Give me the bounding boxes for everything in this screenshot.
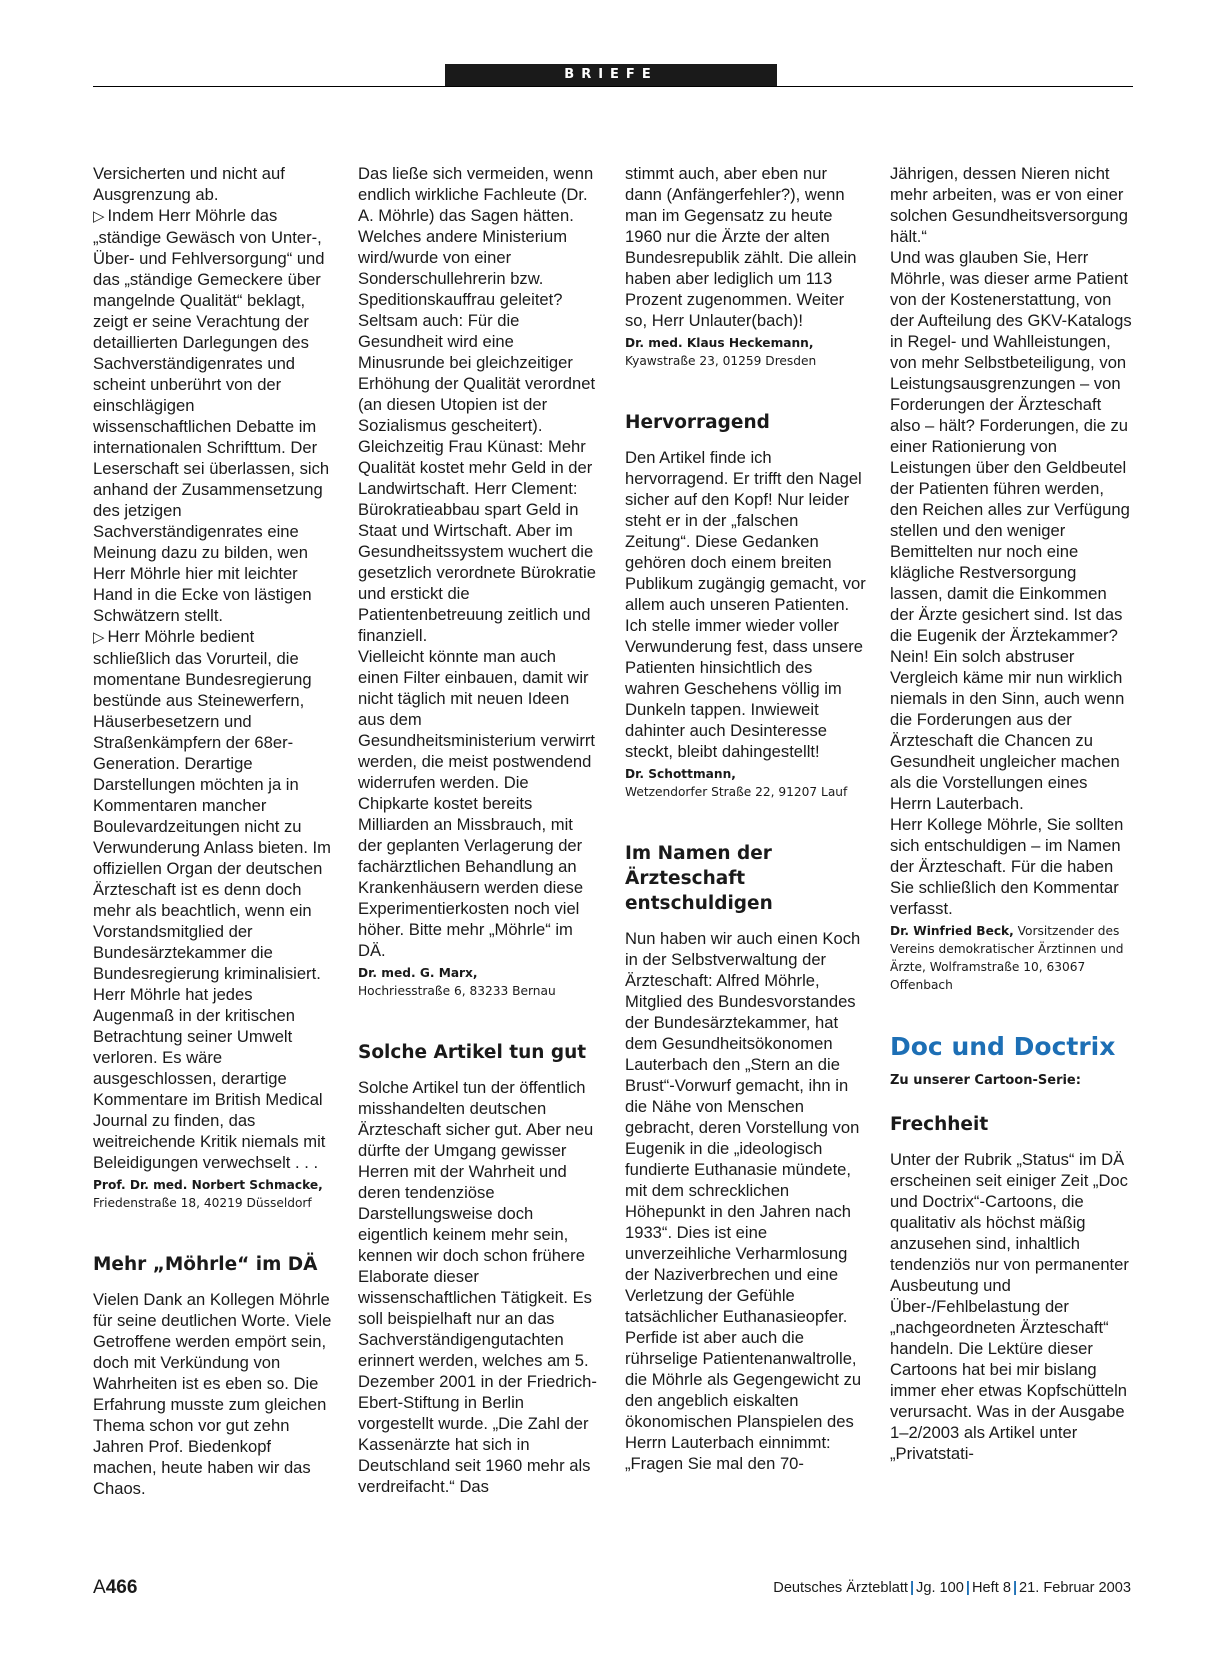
paragraph: Das ließe sich vermeiden, wenn endlich wirkliche Fachleute (Dr. A. Möhrle) das Sagen hätten. Welches andere Ministerium wird/wurde von einer Sonderschullehrerin bzw. Speditionskauffrau geleitet? [358,164,594,309]
signature: Dr. med. Klaus Heckemann, Kyawstraße 23, 01259 Dresden [625,336,817,368]
paragraph: ▷ Indem Herr Möhrle das „ständige Gewäsch von Unter-, Über- und Fehlversorgung“ und das „ständige Gemeckere über mangelnde Qualität“ beklagt, zeigt er seine Verachtung der detaillierten Darlegungen des Sachverständigenrates und scheint unberührt von der einschlägigen wissenschaftlichen Debatte im internationalen Schrifttum. Der Leserschaft sei überlassen, sich anhand der Zusammensetzung des jetzigen Sachverständigenrates eine Meinung dazu zu bilden, wen Herr Möhrle hier mit leichter Hand in die Ecke von lästigen Schwätzern stellt. [93,206,330,625]
column-3 [625,163,867,1474]
paragraph: Den Artikel finde ich hervorragend. Er trifft den Nagel sicher auf den Kopf! Nur leider steht er in der „falschen Zeitung“. Diese Gedanken gehören doch einem breiten Publikum zugängig gemacht, vor allem auch unseren Patienten. Ich stelle immer wieder voller Verwunderung fest, dass unsere Patienten hinsichtlich des wahren Geschehens völlig im Dunkeln tappen. Inwieweit dahinter auch Desinteresse steckt, bleibt dahingestellt! [625,448,866,761]
header-rule [93,86,1133,87]
section-label: BRIEFE [445,64,777,86]
paragraph: Herr Möhrle hat jedes Augenmaß in der kritischen Betrachtung seiner Umwelt verloren. Es wäre ausgeschlossen, derartige Kommentare im British Medical Journal zu finden, das weitreichende Kritik niemals mit Beleidigungen verwechselt . . . [93,985,326,1172]
paragraph: Jährigen, dessen Nieren nicht mehr arbeiten, was er von einer solchen Gesundheitsversorgung hält.“ [890,164,1128,246]
date: 21. Februar 2003 [1019,1580,1131,1596]
journal-name: Deutsches Ärzteblatt [773,1580,908,1596]
headline-frechheit: Frechheit [890,1114,989,1135]
column-2 [358,163,600,1497]
headline-solche-artikel: Solche Artikel tun gut [358,1042,587,1063]
triangle-bullet-icon: ▷ [93,208,105,225]
signature: Dr. Winfried Beck, Vorsitzender des Vereins demokratischer Ärztinnen und Ärzte, Wolframstraße 10, 63067 Offenbach [890,924,1124,992]
signature: Dr. Schottmann, Wetzendorfer Straße 22, 91207 Lauf [625,767,848,799]
paragraph: Herr Kollege Möhrle, Sie sollten sich entschuldigen – im Namen der Ärzteschaft. Für die haben Sie schließlich den Kommentar verfasst. [890,815,1124,918]
page-number: A466 [93,1577,138,1598]
headline-im-namen: Im Namen der Ärzteschaft entschuldigen [625,843,773,914]
triangle-bullet-icon: ▷ [93,629,105,646]
paragraph: Vielen Dank an Kollegen Möhrle für seine deutlichen Worte. Viele Getroffene werden empört sein, doch mit Verkündung von Wahrheiten ist es eben so. Die Erfahrung musste zum gleichen Thema schon vor gut zehn Jahren Prof. Biedenkopf machen, heute haben wir das Chaos. [93,1290,332,1498]
issue: Heft 8 [972,1580,1011,1596]
paragraph: Vielleicht könnte man auch einen Filter einbauen, damit wir nicht täglich mit neuen Ideen aus dem Gesundheitsministerium verwirrt werden, die meist postwendend widerrufen werden. Die Chipkarte kostet bereits Milliarden an Missbrauch, mit der geplanten Verlagerung der fachärztlichen Behandlung an Krankenhäusern werden diese Experimentierkosten noch viel höher. Bitte mehr „Möhrle“ im DÄ. [358,647,595,960]
paragraph: Und was glauben Sie, Herr Möhrle, was dieser arme Patient von der Kostenerstattung, von der Aufteilung des GKV-Katalogs in Regel- und Wahlleistungen, von mehr Selbstbeteiligung, von Leistungsausgrenzungen – von Forderungen der Ärzteschaft also – hält? Forderungen, die zu einer Rationierung von Leistungen über den Geldbeutel der Patienten führen werden, den Reichen alles zur Verfügung stellen und den weniger Bemittelten nur noch eine klägliche Restversorgung lassen, damit die Einkommen der Ärzte gesichert sind. Ist das die Eugenik der Ärztekammer? Nein! Ein solch abstruser Vergleich käme mir nun wirklich niemals in den Sinn, auch wenn die Forderungen aus der Ärzteschaft die Chancen zu Gesundheit ungleicher machen als die Vorstellungen eines Herrn Lauterbach. [890,248,1132,813]
column-4 [890,163,1132,1464]
paragraph: Unter der Rubrik „Status“ im DÄ erscheinen seit einiger Zeit „Doc und Doctrix“-Cartoons, die qualitativ als höchst mäßig anzusehen sind, inhaltlich tendenziös nur von permanenter Ausbeutung und Über-/Fehlbelastung der „nachgeordneten Ärzteschaft“ handeln. Die Lektüre dieser Cartoons hat bei mir bislang immer eher etwas Kopfschütteln verursacht. Was in der Ausgabe 1–2/2003 als Artikel unter „Privatstati- [890,1150,1129,1463]
separator: | [965,1580,970,1596]
masthead [773,1578,1131,1598]
paragraph: Seltsam auch: Für die Gesundheit wird eine Minusrunde bei gleichzeitiger Erhöhung der Qualität verordnet (an diesen Utopien ist der Sozialismus gescheitert). Gleichzeitig Frau Künast: Mehr Qualität kostet mehr Geld in der Landwirtschaft. Herr Clement: Bürokratieabbau spart Geld in Staat und Wirtschaft. Aber im Gesundheitssystem wuchert die gesetzlich verordnete Bürokratie und erstickt die Patientenbetreuung zeitlich und finanziell. [358,311,596,645]
paragraph: stimmt auch, aber eben nur dann (Anfängerfehler?), wenn man im Gegensatz zu heute 1960 nur die Ärzte der alten Bundesrepublik zählt. Die allein haben aber lediglich um 113 Prozent zugenommen. Weiter so, Herr Unlauter(bach)! [625,164,857,330]
volume: Jg. 100 [916,1580,964,1596]
subheadline: Zu unserer Cartoon-Serie: [890,1073,1081,1088]
separator: | [909,1580,915,1596]
headline-mehr-moehrle: Mehr „Möhrle“ im DÄ [93,1254,318,1275]
paragraph: Versicherten und nicht auf Ausgrenzung ab. [93,164,285,204]
paragraph: Nun haben wir auch einen Koch in der Selbstverwaltung der Ärzteschaft: Alfred Möhrle, Mitglied des Bundesvorstandes der Bundesärztekammer, hat dem Gesundheitsökonomen Lauterbach den „Stern an die Brust“-Vorwurf gemacht, ihn in die Nähe von Menschen gebracht, deren Vorstellung von Eugenik in die „ideologisch fundierte Euthanasie mündete, mit dem schrecklichen Höhepunkt in den Jahren nach 1933“. Dies ist eine unverzeihliche Verharmlosung der Naziverbrechen und eine Verletzung der Gefühle tatsächlicher Euthanasieopfer. Perfide ist aber auch die rührselige Patientenanwaltrolle, die Möhrle als Gegengewicht zu den angeblich eiskalten ökonomischen Planspielen des Herrn Lauterbach einnimmt: „Fragen Sie mal den 70- [625,929,862,1473]
separator: | [1012,1580,1018,1596]
signature: Dr. med. G. Marx, Hochriesstraße 6, 83233 Bernau [358,966,556,998]
signature: Prof. Dr. med. Norbert Schmacke, Friedenstraße 18, 40219 Düsseldorf [93,1178,323,1210]
column-1 [93,163,335,1499]
paragraph: Solche Artikel tun der öffentlich misshandelten deutschen Ärzteschaft sicher gut. Aber neu dürfte der Umgang gewisser Herren mit der Wahrheit und deren tendenziöse Darstellungsweise doch eigentlich keinem mehr sein, kennen wir doch schon frühere Elaborate dieser wissenschaftlichen Tätigkeit. Es soll beispielhaft nur an das Sachverständigengutachten erinnert werden, welches am 5. Dezember 2001 in der Friedrich-Ebert-Stiftung in Berlin vorgestellt wurde. „Die Zahl der Kassenärzte hat sich in Deutschland seit 1960 mehr als verdreifacht.“ Das [358,1078,597,1496]
headline-doc-und-doctrix: Doc und Doctrix [890,1032,1116,1061]
headline-hervorragend: Hervorragend [625,412,770,433]
paragraph: ▷ Herr Möhrle bedient schließlich das Vorurteil, die momentane Bundesregierung bestünde aus Steinewerfern, Häuserbesetzern und Straßenkämpfern der 68er-Generation. Derartige Darstellungen möchten ja in Kommentaren mancher Boulevardzeitungen nicht zu Verwunderung Anlass bieten. Im offiziellen Organ der deutschen Ärzteschaft ist es denn doch mehr als beachtlich, wenn ein Vorstandsmitglied der Bundesärztekammer die Bundesregierung kriminalisiert. [93,627,331,983]
